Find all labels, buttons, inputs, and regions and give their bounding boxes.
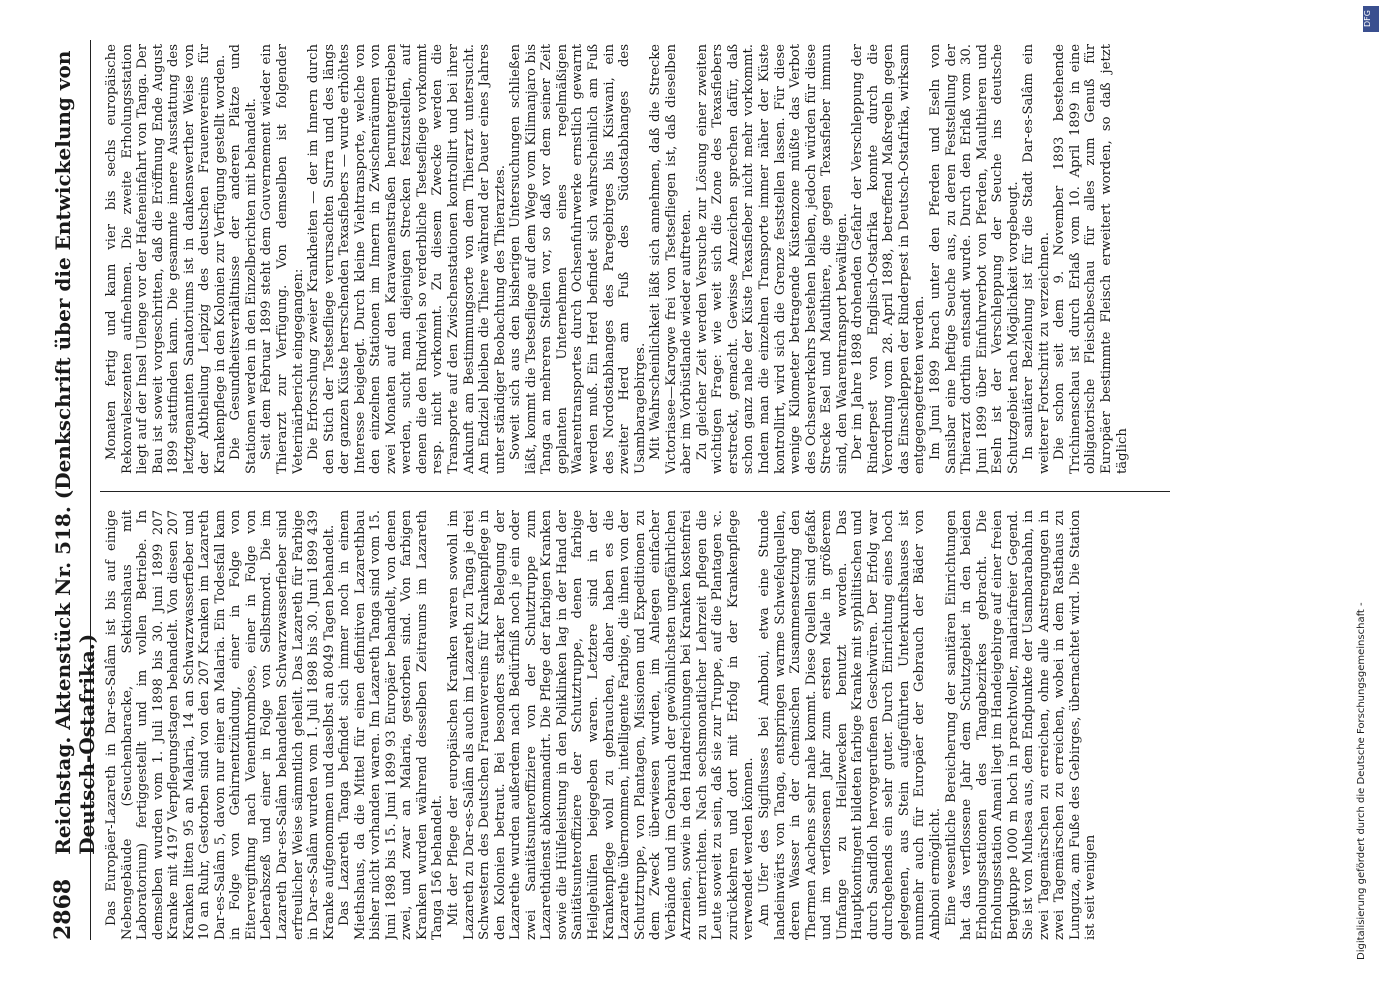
paragraph: Die Gesundheitsverhältnisse der anderen Plätze und Stationen werden in den Einzelberichten mit behandelt. bbox=[228, 44, 259, 474]
paragraph: Monaten fertig und kann vier bis sechs europäische Rekonvaleszenten aufnehmen. Die zweite Erholungsstation liegt auf der Insel Ulenge vor der Hafeneinfahrt von Tanga. Der Bau ist soweit vorgeschritten, daß die Eröffnung Ende August 1899 stattfinden kann. Die gesammte innere Ausstattung des letztgenannten Sanatoriums ist in dankenswerther Weise von der Abtheilung Leipzig des deutschen Frauenvereins für Krankenpflege in den Kolonien zur Verfügung gestellt worden. bbox=[104, 44, 228, 474]
paragraph: Das Lazareth Tanga befindet sich immer noch in einem Miethshaus, da die Mittel für einen definitiven Lazarethbau bisher nicht vorhanden waren. Im Lazareth Tanga sind vom 15. Juni 1898 bis 15. Juni 1899 93 Europäer behandelt, von denen zwei, und zwar an Malaria, gestorben sind. Von farbigen Kranken wurden während desselben Zeitraums im Lazareth Tanga 156 behandelt. bbox=[337, 510, 446, 940]
paragraph: Die schon seit dem 9. November 1893 bestehende Trichinenschau ist durch Erlaß vom 10. April 1899 in eine obligatorische Fleischbeschau für alles zum Genuß für Europäer bestimmte Fleisch erweitert worden, so daß jetzt täglich bbox=[1052, 44, 1130, 474]
paragraph: In sanitärer Beziehung ist für die Stadt Dar-es-Salâm ein weiterer Fortschritt zu verzeichnen. bbox=[1021, 44, 1052, 474]
page-header bbox=[50, 40, 99, 940]
paragraph: Soweit sich aus den bisherigen Untersuchungen schließen läßt, kommt die Tsetsefliege auf dem Wege vom Kilimanjaro bis Tanga an mehreren Stellen vor, so daß vor dem seiner Zeit geplanten Unternehmen eines regelmäßigen Waarentransportes durch Ochsenfuhrwerke ernstlich gewarnt werden muß. Ein Herd befindet sich wahrscheinlich am Fuß des Nordostabhanges des Paregebirges bis Kisiwani, ein zweiter Herd am Fuß des Südostabhanges des Usambaragebirges. bbox=[508, 44, 648, 474]
paragraph: Die Erforschung zweier Krankheiten — der im Innern durch den Stich der Tsetsefliege verursachten Surra und des längs der ganzen Küste herrschenden Texasfiebers — wurde erhöhtes Interesse beigelegt. Durch kleine Viehtransporte, welche von den einzelnen Stationen im Innern in Zwischenräumen von zwei Monaten auf den Karawanenstraßen heruntergetrieben werden, sucht man diejenigen Strecken festzustellen, auf denen die den Rindvieh so verderbliche Tsetsefliege vorkommt resp. nicht vorkommt. Zu diesem Zwecke werden die Transporte auf den Zwischenstationen kontrollirt und bei ihrer Ankunft am Bestimmungsorte von dem Thierarzt untersucht. Am Endziel bleiben die Thiere während der Dauer eines Jahres unter ständiger Beobachtung des Thierarztes. bbox=[306, 44, 508, 474]
paragraph: Das Europäer-Lazareth in Dar-es-Salâm ist bis auf einige Nebengebäude (Seuchenbaracke, Sektionshaus mit Laboratorium) fertiggestellt und im vollen Betriebe. In demselben wurden vom 1. Juli 1898 bis 30. Juni 1899 207 Kranke mit 4197 Verpflegungstagen behandelt. Von diesen 207 Kranken litten 95 an Malaria, 14 an Schwarzwasserfieber und 10 an Ruhr, Gestorben sind von den 207 Kranken im Lazareth Dar-es-Salâm 5, davon nur einer an Malaria. Ein Todesfall kam in Folge von Gehirnentzündung, einer in Folge von Eitervergiftung nach Venenthrombose, einer in Folge von Leberabszeß und einer in Folge von Selbstmord. Die im Lazareth Dar-es-Salâm behandelten Schwarzwasserfieber sind erfreulicher Weise sämmtlich geheilt. Das Lazareth für Farbige in Dar-es-Salâm wurden vom 1. Juli 1898 bis 30. Juni 1899 439 Kranke aufgenommen und daselbst an 8049 Tagen behandelt. bbox=[104, 510, 337, 940]
running-title: Reichstag. Aktenstück Nr. 518. (Denkschrift über die Entwickelung von Deutsch-Ostafrika.) bbox=[51, 50, 99, 855]
paragraph: Im Juni 1899 brach unter den Pferden und Eseln von Sansibar eine heftige Seuche aus, zu deren Feststellung der Thierarzt dorthin entsandt wurde. Durch den Erlaß vom 30. Juni 1899 über Einfuhrverbot von Pferden, Maulthieren und Eseln ist der Verschleppung der Seuche ins deutsche Schutzgebiet nach Möglichkeit vorgebeugt. bbox=[927, 44, 1021, 474]
digitization-credit bbox=[1351, 0, 1377, 1000]
right-column bbox=[104, 44, 1164, 474]
paragraph: Eine wesentliche Bereicherung der sanitären Einrichtungen hat das verflossene Jahr dem Schutzgebiet in den beiden Erholungsstationen des Tangabezirkes gebracht. Die Erholungsstation Amani liegt im Handeigebirge auf einer freien Bergkuppe 1000 m hoch in prachtvoller, malariafreier Gegend. Sie ist von Muhesa aus, dem Endpunkte der Usambarabahn, in zwei Tagemärschen zu erreichen, ohne alle Anstrengungen in zwei Tagemärschen zu erreichen, wobei in dem Rasthaus zu Lunguza, am Fuße des Gebirges, übernachtet wird. Die Station ist seit wenigen bbox=[943, 510, 1099, 940]
dfg-logo: DFG bbox=[1363, 6, 1379, 32]
paragraph: Der im Jahre 1898 drohenden Gefahr der Verschleppung der Rinderpest von Englisch-Ostafrika konnte durch die Verordnung vom 28. April 1898, betreffend Maßregeln gegen das Einschleppen der Rinderpest in Deutsch-Ostafrika, wirksam entgegengetreten werden. bbox=[850, 44, 928, 474]
page-number: 2868 bbox=[50, 878, 76, 940]
paragraph: Mit der Pflege der europäischen Kranken waren sowohl im Lazareth zu Dar-es-Salâm als auch im Lazareth zu Tanga je drei Schwestern des Deutschen Frauenvereins für Krankenpflege in den Kolonien betraut. Bei besonders starker Belegung der Lazarethe wurden außerdem nach Bedürfniß noch je ein oder zwei Sanitätsunteroffiziere von der Schutztruppe zum Lazarethdienst abkommandirt. Die Pflege der farbigen Kranken sowie die Hülfeleistung in den Poliklinken lag in der Hand der Sanitätsunteroffiziere der Schutztruppe, denen farbige Heilgehülfen beigegeben waren. Letztere sind in der Krankenpflege wohl zu gebrauchen, daher haben es die Lazarethe übernommen, intelligente Farbige, die ihnen von der Schutztruppe, von Plantagen, Missionen und Expeditionen zu dem Zweck überwiesen wurden, im Anlegen einfacher Verbände und im Gebrauch der gewöhnlichsten ungefährlichen Arzneien, sowie in den Handreichungen bei Kranken kostenfrei zu unterrichten. Nach sechsmonatlicher Lehrzeit pflegen die Leute soweit zu sein, daß sie zur Truppe, auf die Plantagen ꝛc. zurückkehren und dort mit Erfolg in der Krankenpflege verwendet werden können. bbox=[446, 510, 757, 940]
paragraph: Zu gleicher Zeit werden Versuche zur Lösung einer zweiten wichtigen Frage: wie weit sich die Zone des Texasfiebers erstreckt, gemacht. Gewisse Anzeichen sprechen dafür, daß schon ganz nahe der Küste Texasfieber nicht mehr vorkommt. Indem man die einzelnen Transporte immer näher der Küste kontrollirt, wird sich die Grenze feststellen lassen. Für diese wenige Kilometer betragende Küstenzone müßte das Verbot des Ochsenverkehrs bestehen bleiben, jedoch würden für diese Strecke Esel und Maulthiere, die gegen Texasfieber immun sind, den Waarentransport bewältigen. bbox=[694, 44, 850, 474]
paragraph: Seit dem Februar 1899 steht dem Gouvernement wieder ein Thierarzt zur Verfügung. Von demselben ist folgender Veterinärbericht eingegangen: bbox=[259, 44, 306, 474]
credit-text: Digitalisierung gefördert durch die Deutsche Forschungsgemeinschaft - bbox=[1356, 602, 1367, 960]
paragraph: Mit Wahrscheinlichkeit läßt sich annehmen, daß die Strecke Victoriasee—Karogwe frei von Tsetsefliegen ist, daß dieselben aber im Vorbüstlande wieder auftreten. bbox=[648, 44, 695, 474]
paragraph: Am Ufer des Sigiflusses bei Amboni, etwa eine Stunde landeinwärts von Tanga, entspringen warme Schwefelquellen, deren Wasser in der chemischen Zusammensetzung den Thermen Aachens sehr nahe kommt. Diese Quellen sind gefaßt und im verflossenen Jahr zum ersten Male in größerem Umfange zu Heilzwecken benutzt worden. Das Hauptkontingent bildeten farbige Kranke mit syphilitischen und durch Sandfloh hervorgerufenen Geschwüren. Der Erfolg war durchgehends ein sehr guter. Durch Einrichtung eines hoch gelegenen, aus Stein aufgeführten Unterkunftshauses ist nunmehr auch für Europäer der Gebrauch der Bäder von Amboni ermöglicht. bbox=[756, 510, 943, 940]
left-column bbox=[104, 510, 1164, 940]
column-divider bbox=[100, 491, 1170, 492]
